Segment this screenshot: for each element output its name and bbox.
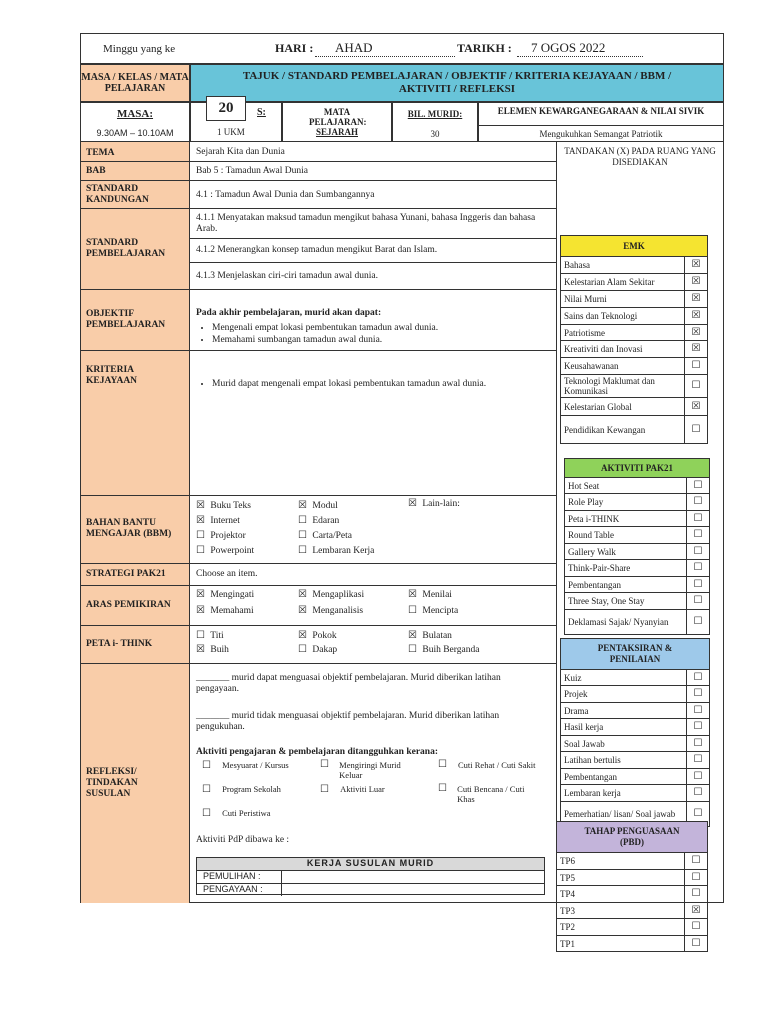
emk-row[interactable]: Kelestarian Global ☒ bbox=[561, 398, 707, 416]
kk-item-1: • Murid dapat mengenali empat lokasi pembentukan tamadun awal dunia. bbox=[212, 378, 551, 390]
obj-intro: Pada akhir pembelajaran, murid akan dapat: bbox=[196, 308, 382, 318]
pentaksiran-row[interactable]: Soal Jawab ☐ bbox=[561, 736, 709, 752]
bbm-item[interactable]: ☒ Internet bbox=[196, 515, 240, 526]
tangguh-item[interactable]: ☐ Cuti Rehat / Cuti Sakit bbox=[438, 759, 536, 770]
pak21-row[interactable]: Round Table ☐ bbox=[565, 527, 709, 544]
tajuk-header: TAJUK / STANDARD PEMBELAJARAN / OBJEKTIF / KRITERIA KEJAYAAN / BBM / AKTIVITI / REFLEKSI bbox=[190, 64, 724, 102]
aras-item[interactable]: ☐ Mencipta bbox=[408, 605, 459, 616]
masa-label: MASA: bbox=[116, 108, 154, 120]
pentaksiran-row[interactable]: Pembentangan ☐ bbox=[561, 769, 709, 785]
pak21-title: AKTIVITI PAK21 bbox=[565, 459, 709, 478]
tahap-title: TAHAP PENGUASAAN (PBD) bbox=[557, 822, 707, 853]
bbm-item[interactable]: ☒ Lain-lain: bbox=[408, 498, 460, 509]
emk-panel bbox=[560, 235, 708, 444]
emk-row[interactable]: Nilai Murni ☒ bbox=[561, 291, 707, 308]
tarikh-value[interactable]: 7 OGOS 2022 bbox=[517, 40, 643, 57]
emk-row[interactable]: Bahasa ☒ bbox=[561, 257, 707, 274]
tangguh-item[interactable]: ☐ Aktiviti Luar bbox=[320, 784, 385, 795]
tangguh-title: Aktiviti pengajaran & pembelajaran ditangguhkan kerana: bbox=[196, 747, 439, 757]
bil-murid-value: 30 bbox=[430, 129, 440, 139]
masa-value: 9.30AM – 10.10AM bbox=[96, 128, 174, 138]
sk-value: 4.1 : Tamadun Awal Dunia dan Sumbangannya bbox=[196, 190, 375, 200]
susulan-title: KERJA SUSULAN MURID bbox=[197, 858, 544, 871]
header-row bbox=[80, 33, 724, 64]
tahap-row[interactable]: TP6 ☐ bbox=[557, 853, 707, 870]
kelas-value: 1 UKM bbox=[217, 127, 245, 137]
pak21-panel bbox=[564, 458, 710, 635]
pentaksiran-row[interactable]: Pemerhatian/ lisan/ Soal jawab ☐ bbox=[561, 802, 709, 826]
kk-content bbox=[196, 378, 551, 390]
pentaksiran-row[interactable]: Kuiz ☐ bbox=[561, 670, 709, 686]
tahap-row[interactable]: TP4 ☐ bbox=[557, 886, 707, 903]
obj-label: OBJEKTIF PEMBELAJARAN bbox=[86, 309, 166, 330]
masa-cell bbox=[80, 102, 190, 142]
peta-item[interactable]: ☒ Pokok bbox=[298, 630, 337, 641]
obj-item-2: • Memahami sumbangan tamadun awal dunia. bbox=[212, 334, 551, 346]
sp-1: 4.1.1 Menyatakan maksud tamadun mengikut bahasa Yunani, bahasa Inggeris dan bahasa Arab. bbox=[196, 213, 536, 234]
tahap-row[interactable]: TP1 ☐ bbox=[557, 936, 707, 951]
emk-row[interactable]: Pendidikan Kewangan ☐ bbox=[561, 416, 707, 443]
refleksi-label: REFLEKSI/ TINDAKAN SUSULAN bbox=[86, 766, 138, 799]
aras-item[interactable]: ☒ Mengingati bbox=[196, 589, 255, 600]
emk-row[interactable]: Kreativiti dan Inovasi ☒ bbox=[561, 341, 707, 358]
peta-item[interactable]: ☐ Buih Berganda bbox=[408, 644, 480, 655]
bil-murid-label: BIL. MURID: bbox=[407, 109, 463, 119]
pengayaan-label: PENGAYAAN : bbox=[197, 884, 282, 896]
elemen-cell bbox=[478, 102, 724, 142]
pentaksiran-panel bbox=[560, 638, 710, 827]
pak21-row[interactable]: Gallery Walk ☐ bbox=[565, 544, 709, 560]
pak21-row[interactable]: Think-Pair-Share ☐ bbox=[565, 560, 709, 577]
emk-row[interactable]: Kelestarian Alam Sekitar ☒ bbox=[561, 274, 707, 291]
bbm-item[interactable]: ☐ Edaran bbox=[298, 515, 340, 526]
kk-label: KRITERIA KEJAYAAN bbox=[86, 365, 138, 386]
tangguh-item[interactable]: ☐ Cuti Peristiwa bbox=[202, 808, 271, 819]
pentaksiran-row[interactable]: Drama ☐ bbox=[561, 703, 709, 719]
aras-item[interactable]: ☒ Mengaplikasi bbox=[298, 589, 365, 600]
bbm-item[interactable]: ☐ Lembaran Kerja bbox=[298, 545, 375, 556]
bbm-item[interactable]: ☒ Buku Teks bbox=[196, 500, 251, 511]
bbm-item[interactable]: ☐ Projektor bbox=[196, 530, 246, 541]
pak21-row[interactable]: Three Stay, One Stay ☐ bbox=[565, 593, 709, 610]
week-badge: 20 bbox=[206, 96, 246, 121]
obj-item-1: • Mengenali empat lokasi pembentukan tamadun awal dunia. bbox=[212, 322, 551, 334]
hari-value[interactable]: AHAD bbox=[315, 40, 455, 57]
dibawa-ke: Aktiviti PdP dibawa ke : bbox=[196, 835, 290, 845]
bbm-item[interactable]: ☐ Powerpoint bbox=[196, 545, 255, 556]
hari-label: HARI : bbox=[275, 41, 314, 55]
tarikh-label: TARIKH : bbox=[457, 41, 512, 55]
sp-2: 4.1.2 Menerangkan konsep tamadun mengikut Barat dan Islam. bbox=[196, 245, 438, 255]
peta-label: PETA i- THINK bbox=[86, 638, 153, 649]
pak21-row[interactable]: Role Play ☐ bbox=[565, 494, 709, 511]
tahap-row[interactable]: TP2 ☐ bbox=[557, 919, 707, 936]
bbm-item[interactable]: ☒ Modul bbox=[298, 500, 338, 511]
tahap-row[interactable]: TP3 ☒ bbox=[557, 903, 707, 919]
bil-murid-cell bbox=[392, 102, 478, 142]
tangguh-item[interactable]: ☐ Cuti Bencana / Cuti Khas bbox=[438, 783, 525, 804]
pemulihan-field[interactable] bbox=[282, 871, 544, 883]
emk-row[interactable]: Patriotisme ☒ bbox=[561, 325, 707, 341]
bab-value: Bab 5 : Tamadun Awal Dunia bbox=[196, 166, 309, 176]
mata-pelajaran-label: MATA PELAJARAN: bbox=[309, 107, 367, 127]
pentaksiran-row[interactable]: Latihan bertulis ☐ bbox=[561, 752, 709, 769]
pak21-row[interactable]: Peta i-THINK ☐ bbox=[565, 511, 709, 527]
peta-item[interactable]: ☐ Titi bbox=[196, 630, 224, 641]
tangguh-item[interactable]: ☐ Mengiringi Murid Keluar bbox=[320, 759, 401, 780]
emk-title: EMK bbox=[561, 236, 707, 257]
strategi-label: STRATEGI PAK21 bbox=[86, 568, 166, 579]
sp-divider-1 bbox=[190, 238, 556, 239]
pengayaan-field[interactable] bbox=[282, 884, 544, 896]
mata-pelajaran-cell bbox=[282, 102, 392, 142]
kelas-label-tail: S: bbox=[257, 107, 266, 118]
middle-right-border bbox=[556, 142, 557, 903]
tema-value: Sejarah Kita dan Dunia bbox=[196, 147, 285, 157]
elemen-value: Mengukuhkan Semangat Patriotik bbox=[539, 129, 663, 139]
aras-item[interactable]: ☒ Menilai bbox=[408, 589, 452, 600]
minggu-label: Minggu yang ke bbox=[103, 42, 176, 55]
sp-label: STANDARD PEMBELAJARAN bbox=[86, 238, 166, 259]
pak21-row[interactable]: Deklamasi Sajak/ Nyanyian ☐ bbox=[565, 610, 709, 634]
emk-row[interactable]: Teknologi Maklumat dan Komunikasi ☐ bbox=[561, 375, 707, 398]
tema-label: TEMA bbox=[86, 147, 115, 158]
tangguh-item[interactable]: ☐ Program Sekolah bbox=[202, 784, 281, 795]
sp-3: 4.1.3 Menjelaskan ciri-ciri tamadun awal dunia. bbox=[196, 271, 379, 281]
masa-kelas-header: MASA / KELAS / MATA PELAJARAN bbox=[80, 64, 190, 102]
pentaksiran-row[interactable]: Lembaran kerja ☐ bbox=[561, 785, 709, 802]
elemen-label: ELEMEN KEWARGANEGARAAN & NILAI SIVIK bbox=[479, 103, 723, 126]
aras-item[interactable]: ☒ Menganalisis bbox=[298, 605, 364, 616]
pentaksiran-row[interactable]: Hasil kerja ☐ bbox=[561, 719, 709, 736]
sk-label: STANDARD KANDUNGAN bbox=[86, 184, 149, 205]
refleksi-1: _______ murid dapat menguasai objektif pembelajaran. Murid diberikan latihan pengayaan. bbox=[196, 673, 501, 694]
peta-item[interactable]: ☐ Dakap bbox=[298, 644, 338, 655]
pentaksiran-row[interactable]: Projek ☐ bbox=[561, 686, 709, 703]
strategi-value[interactable]: Choose an item. bbox=[196, 569, 258, 579]
mata-pelajaran-value: SEJARAH bbox=[315, 127, 358, 137]
emk-row[interactable]: Keusahawanan ☐ bbox=[561, 358, 707, 375]
pentaksiran-title: PENTAKSIRAN & PENILAIAN bbox=[561, 639, 709, 670]
peta-item[interactable]: ☒ Buih bbox=[196, 644, 229, 655]
obj-content bbox=[196, 308, 551, 346]
bbm-label: BAHAN BANTU MENGAJAR (BBM) bbox=[86, 518, 172, 539]
bbm-item[interactable]: ☐ Carta/Peta bbox=[298, 530, 352, 541]
peta-item[interactable]: ☒ Bulatan bbox=[408, 630, 452, 641]
pak21-row[interactable]: Pembentangan ☐ bbox=[565, 577, 709, 593]
refleksi-2: _______ murid tidak menguasai objektif pembelajaran. Murid diberikan latihan pengukuhan. bbox=[196, 711, 500, 732]
bab-label: BAB bbox=[86, 165, 106, 176]
aras-item[interactable]: ☒ Memahami bbox=[196, 605, 254, 616]
tangguh-item[interactable]: ☐ Mesyuarat / Kursus bbox=[202, 760, 289, 771]
susulan-table bbox=[196, 857, 545, 895]
emk-row[interactable]: Sains dan Teknologi ☒ bbox=[561, 308, 707, 325]
pak21-row[interactable]: Hot Seat ☐ bbox=[565, 478, 709, 494]
tahap-panel bbox=[556, 821, 708, 952]
pemulihan-label: PEMULIHAN : bbox=[197, 871, 282, 883]
sp-divider-2 bbox=[190, 262, 556, 263]
tandakan-note: TANDAKAN (X) PADA RUANG YANG DISEDIAKAN bbox=[564, 146, 716, 167]
tahap-row[interactable]: TP5 ☐ bbox=[557, 870, 707, 886]
aras-label: ARAS PEMIKIRAN bbox=[86, 599, 171, 610]
